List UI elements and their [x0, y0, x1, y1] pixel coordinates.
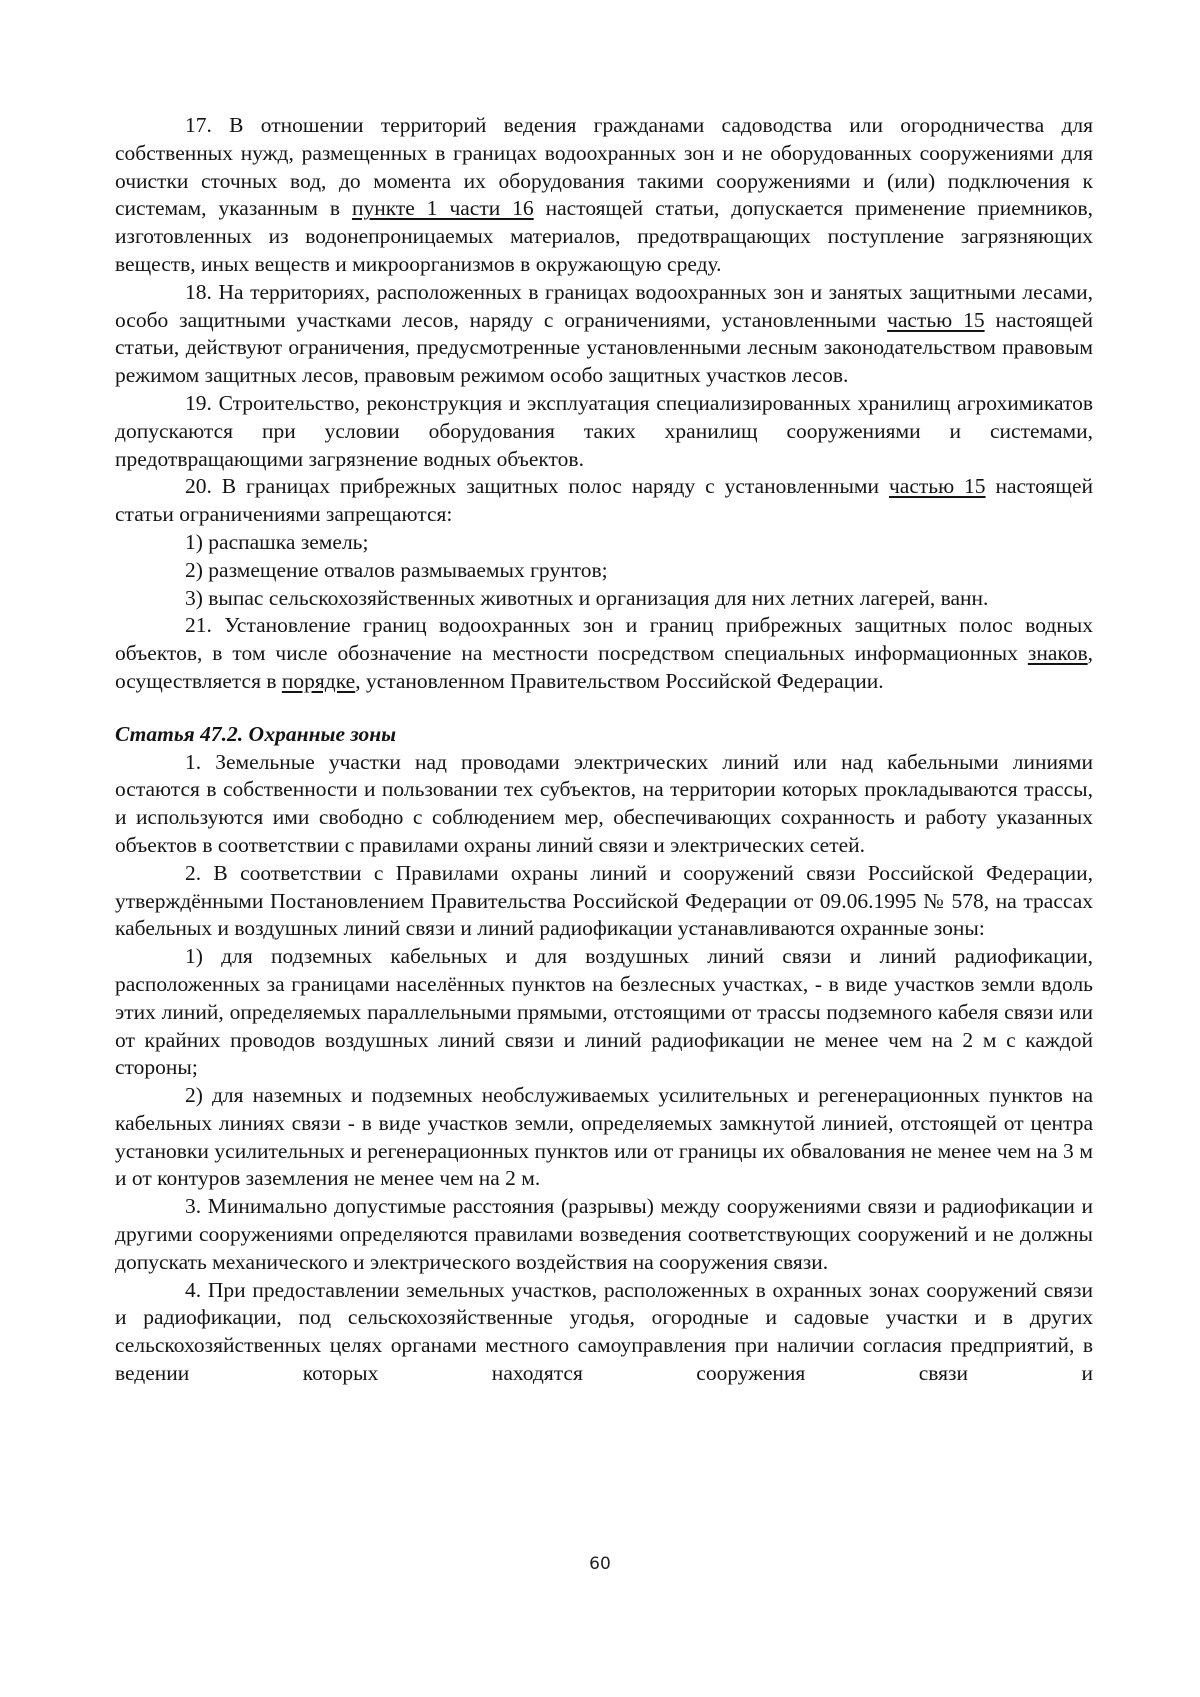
- list-item-3: 3) выпас сельскохозяйственных животных и организация для них летних лагерей, ванн.: [185, 585, 989, 610]
- paragraph-21: [115, 612, 1093, 695]
- paragraph-17: [115, 112, 1093, 279]
- text-run: 18. На территориях, расположенных в границах водоохранных зон и занятых защитными лесами, особо защитными участками лесов, наряду с ограничениями, установленными: [115, 279, 1093, 332]
- article-heading: Статья 47.2. Охранные зоны: [115, 721, 397, 746]
- article-paragraph-4: 4. При предоставлении земельных участков, расположенных в охранных зонах сооружений связи и радиофикации, под сельскохозяйственные угодья, огородные и садовые участки и в других сельскохозяйственных целях органами местного самоуправления при наличии согласия предприятий, в ведении которых находятся сооружения связи и: [115, 1277, 1093, 1386]
- list-item-2: 2) размещение отвалов размываемых грунтов;: [185, 557, 608, 582]
- link-punkt-1-chasti-16[interactable]: пункте 1 части 16: [351, 196, 534, 221]
- text-run: , осуществляется в: [115, 641, 1093, 693]
- article-subitem-2: 2) для наземных и подземных необслуживаемых усилительных и регенерационных пунктов на кабельных линиях связи - в виде участков земли, определяемых замкнутой линией, отстоящей от центра установки усилительных и регенерационных пунктов или от границы их обвалования не менее чем на 3 м и от контуров заземления не менее чем на 2 м.: [115, 1083, 1093, 1191]
- paragraph-20: [115, 473, 1093, 529]
- link-chastyu-15[interactable]: частью 15: [887, 307, 985, 332]
- text-run: настоящей статьи, действуют ограничения, предусмотренные установленными лесным законодательством правовым режимом защитных лесов, правовым режимом особо защитных участков лесов.: [115, 307, 1093, 388]
- link-poryadke[interactable]: порядке: [281, 668, 356, 693]
- text-run: 17. В отношении территорий ведения гражданами садоводства или огородничества для собственных нужд, размещенных в границах водоохранных зон и не оборудованных сооружениями для очистки сточных вод, до момента их оборудования такими сооружениями и (или) подключения к системам, указанным в: [115, 113, 1093, 221]
- link-chastyu-15[interactable]: частью 15: [888, 474, 986, 499]
- link-znakov[interactable]: знаков: [1027, 641, 1088, 666]
- text-run: 19. Строительство, реконструкция и эксплуатация специализированных хранилищ агрохимикатов допускаются при условии оборудования таких хранилищ сооружениями и системами, предотвращающими загрязнение водных объектов.: [115, 390, 1093, 471]
- article-paragraph-1: 1. Земельные участки над проводами электрических линий или над кабельными линиями остаются в собственности и пользовании тех субъектов, на территории которых прокладываются трассы, и используются ими свободно с соблюдением мер, обеспечивающих сохранность и работу указанных объектов в соответствии с правилами охраны линий связи и электрических сетей.: [115, 749, 1093, 857]
- paragraph-18: [115, 279, 1093, 390]
- text-run: настоящей статьи, допускается применение приемников, изготовленных из водонепроницаемых материалов, предотвращающих поступление загрязняющих веществ, иных веществ и микроорганизмов в окружающую среду.: [115, 196, 1093, 276]
- article-paragraph-2: 2. В соответствии с Правилами охраны линий и сооружений связи Российской Федерации, утверждёнными Постановлением Правительства Российской Федерации от 09.06.1995 № 578, на трассах кабельных и воздушных линий связи и линий радиофикации устанавливаются охранные зоны:: [115, 860, 1093, 941]
- article-subitem-1: 1) для подземных кабельных и для воздушных линий связи и линий радиофикации, расположенных за границами населённых пунктов на безлесных участках, - в виде участков земли вдоль этих линий, определяемых параллельными прямыми, отстоящими от трассы подземного кабеля связи или от крайних проводов воздушных линий связи и линий радиофикации не менее чем на 2 м с каждой стороны;: [115, 944, 1093, 1080]
- article-paragraph-3: 3. Минимально допустимые расстояния (разрывы) между сооружениями связи и радиофикации и другими сооружениями определяются правилами возведения соответствующих сооружений и не должны допускать механического и электрического воздействия на сооружения связи.: [115, 1194, 1093, 1274]
- page-number: 60: [589, 1554, 611, 1574]
- text-run: 21. Установление границ водоохранных зон и границ прибрежных защитных полос водных объектов, в том числе обозначение на местности посредством специальных информационных: [115, 613, 1093, 666]
- list-item-1: 1) распашка земель;: [185, 529, 369, 554]
- paragraph-19: [115, 390, 1093, 473]
- document-page: [115, 112, 1093, 1388]
- text-run: настоящей статьи ограничениями запрещаются:: [115, 474, 1093, 527]
- text-run: , установленном Правительством Российской Федерации.: [355, 668, 884, 693]
- text-run: 20. В границах прибрежных защитных полос наряду с установленными: [185, 474, 889, 499]
